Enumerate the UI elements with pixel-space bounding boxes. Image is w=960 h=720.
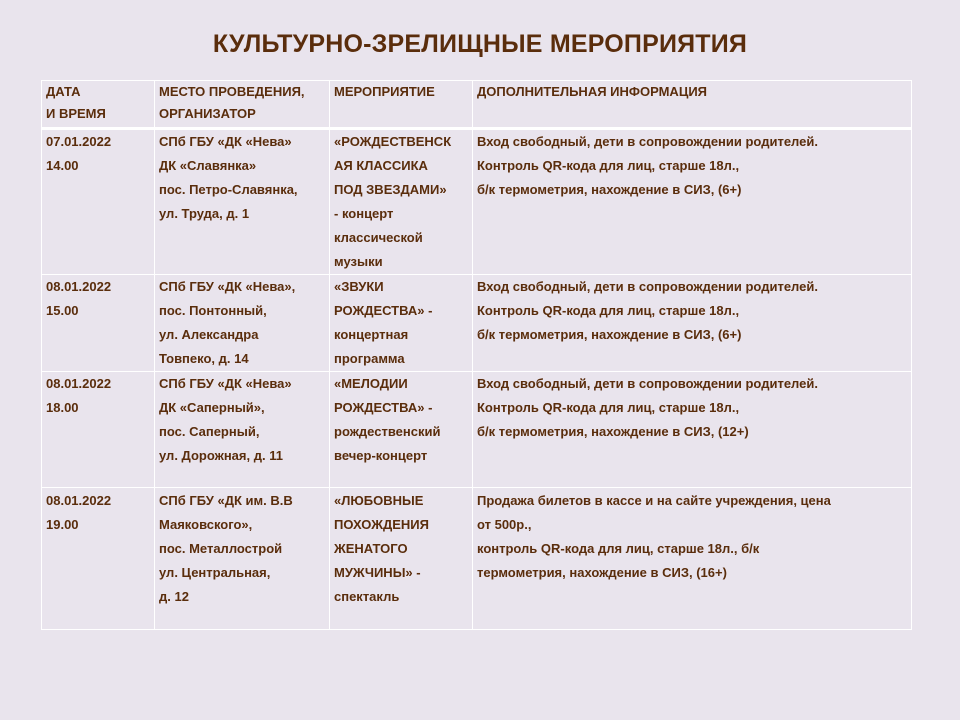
cell-place: СПб ГБУ «ДК «Нева», пос. Понтонный, ул. Александра Товпеко, д. 14 — [155, 275, 330, 372]
cell-event: «ЛЮБОВНЫЕ ПОХОЖДЕНИЯ ЖЕНАТОГО МУЖЧИНЫ» - спектакль — [330, 488, 473, 630]
table-header-row — [42, 81, 912, 129]
header-event: МЕРОПРИЯТИЕ — [330, 81, 473, 129]
table-row — [42, 129, 912, 275]
cell-place: СПб ГБУ «ДК им. В.В Маяковского», пос. Металлострой ул. Центральная, д. 12 — [155, 488, 330, 630]
table-row — [42, 488, 912, 630]
page-title: КУЛЬТУРНО-ЗРЕЛИЩНЫЕ МЕРОПРИЯТИЯ — [212, 30, 748, 58]
table-row — [42, 275, 912, 372]
cell-date: 07.01.2022 14.00 — [42, 129, 155, 275]
cell-place: СПб ГБУ «ДК «Нева» ДК «Саперный», пос. Саперный, ул. Дорожная, д. 11 — [155, 372, 330, 488]
cell-info: Вход свободный, дети в сопровождении родителей. Контроль QR-кода для лиц, старше 18л., б/к термометрия, нахождение в СИЗ, (6+) — [473, 275, 912, 372]
cell-event: «МЕЛОДИИ РОЖДЕСТВА» - рождественский вечер-концерт — [330, 372, 473, 488]
cell-info: Вход свободный, дети в сопровождении родителей. Контроль QR-кода для лиц, старше 18л., б/к термометрия, нахождение в СИЗ, (6+) — [473, 129, 912, 275]
cell-date: 08.01.2022 15.00 — [42, 275, 155, 372]
cell-place: СПб ГБУ «ДК «Нева» ДК «Славянка» пос. Петро-Славянка, ул. Труда, д. 1 — [155, 129, 330, 275]
cell-event: «ЗВУКИ РОЖДЕСТВА» - концертная программа — [330, 275, 473, 372]
cell-event: «РОЖДЕСТВЕНСК АЯ КЛАССИКА ПОД ЗВЕЗДАМИ» - концерт классической музыки — [330, 129, 473, 275]
cell-date: 08.01.2022 19.00 — [42, 488, 155, 630]
header-date: ДАТА И ВРЕМЯ — [42, 81, 155, 129]
header-info: ДОПОЛНИТЕЛЬНАЯ ИНФОРМАЦИЯ — [473, 81, 912, 129]
table-row — [42, 372, 912, 488]
cell-info: Продажа билетов в кассе и на сайте учреждения, цена от 500р., контроль QR-кода для лиц, старше 18л., б/к термометрия, нахождение в СИЗ, (16+) — [473, 488, 912, 630]
header-place: МЕСТО ПРОВЕДЕНИЯ, ОРГАНИЗАТОР — [155, 81, 330, 129]
cell-info: Вход свободный, дети в сопровождении родителей. Контроль QR-кода для лиц, старше 18л., б/к термометрия, нахождение в СИЗ, (12+) — [473, 372, 912, 488]
events-table — [41, 80, 912, 630]
cell-date: 08.01.2022 18.00 — [42, 372, 155, 488]
